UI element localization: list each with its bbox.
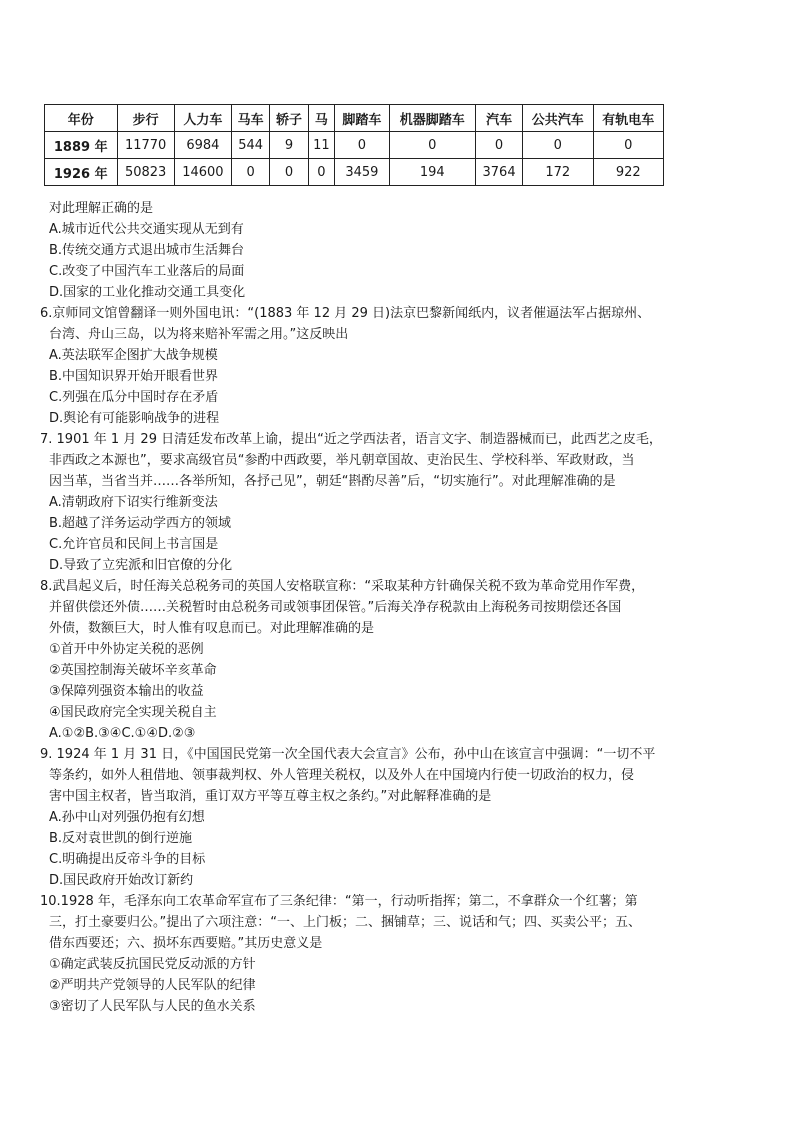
header-cell: 马	[308, 105, 335, 132]
question-8-line: 8.武昌起义后，时任海关总税务司的英国人安格联宣称：“采取某种方针确保关税不致为革命党用作军费，	[40, 579, 645, 594]
table-cell: 1889 年	[45, 132, 118, 159]
header-cell: 机器脚踏车	[389, 105, 475, 132]
option-d: D.舆论有可能影响战争的进程	[49, 411, 220, 426]
header-cell: 马车	[232, 105, 270, 132]
table-cell: 194	[389, 159, 475, 186]
question-9-line: 9. 1924 年 1 月 31 日，《中国国民党第一次全国代表大会宣言》公布，孙中山在该宣言中强调：“一切不平	[40, 747, 656, 762]
table-cell: 3459	[335, 159, 389, 186]
option-a: A.清朝政府下诏实行维新变法	[49, 495, 218, 510]
option-b: B.反对袁世凯的倒行逆施	[49, 831, 193, 846]
table-cell: 544	[232, 132, 270, 159]
question-stem: 对此理解正确的是	[49, 201, 154, 216]
statement-item: ①确定武装反抗国民党反动派的方针	[49, 957, 256, 972]
table-cell: 14600	[174, 159, 231, 186]
table-cell: 9	[270, 132, 308, 159]
table-cell: 0	[523, 132, 593, 159]
header-cell: 公共汽车	[523, 105, 593, 132]
table-cell: 0	[389, 132, 475, 159]
option-b: B.传统交通方式退出城市生活舞台	[49, 243, 245, 258]
question-6-line: 6.京师同文馆曾翻译一则外国电讯：“(1883 年 12 月 29 日)法京巴黎新闻纸内，议者催逼法军占据琼州、	[40, 306, 651, 321]
option-b: B.中国知识界开始开眼看世界	[49, 369, 219, 384]
question-7-line: 因当革，当省当并……各举所知，各抒己见”，朝廷“斟酌尽善”后，“切实施行”。对此理解准确的是	[49, 474, 616, 489]
answer-choices: A.①②B.③④C.①④D.②③	[49, 726, 196, 741]
option-b: B.超越了洋务运动学西方的领域	[49, 516, 232, 531]
question-9-line: 等条约，如外人租借地、领事裁判权、外人管理关税权，以及外人在中国境内行使一切政治的权力，侵	[49, 768, 635, 783]
option-c: C.改变了中国汽车工业落后的局面	[49, 264, 245, 279]
table-cell: 0	[270, 159, 308, 186]
table-header-row	[45, 105, 664, 132]
table-cell: 1926 年	[45, 159, 118, 186]
table-cell: 0	[232, 159, 270, 186]
table-cell: 0	[308, 159, 335, 186]
table-cell: 0	[593, 132, 664, 159]
table-cell: 50823	[117, 159, 174, 186]
question-8-line: 并留供偿还外债……关税暂时由总税务司或领事团保管。”后海关净存税款由上海税务司按期偿还各国	[49, 600, 622, 615]
statement-item: ②严明共产党领导的人民军队的纪律	[49, 978, 256, 993]
question-9-line: 害中国主权者，皆当取消，重订双方平等互尊主权之条约。”对此解释准确的是	[49, 789, 492, 804]
table-row	[45, 159, 664, 186]
table-cell: 172	[523, 159, 593, 186]
transport-table	[44, 104, 664, 186]
header-cell: 有轨电车	[593, 105, 664, 132]
table-row	[45, 132, 664, 159]
header-cell: 步行	[117, 105, 174, 132]
table-cell: 3764	[476, 159, 523, 186]
option-c: C.明确提出反帝斗争的目标	[49, 852, 206, 867]
table-cell: 11	[308, 132, 335, 159]
question-7-line: 7. 1901 年 1 月 29 日清廷发布改革上谕，提出“近之学西法者，语言文字、制造器械而已，此西艺之皮毛，	[40, 432, 662, 447]
question-7-line: 非西政之本源也”，要求高级官员“参酌中西政要，举凡朝章国故、吏治民生、学校科举、军政财政，当	[49, 453, 635, 468]
header-cell: 轿子	[270, 105, 308, 132]
table-cell: 6984	[174, 132, 231, 159]
option-c: C.允许官员和民间上书言国是	[49, 537, 219, 552]
table-cell: 0	[476, 132, 523, 159]
table-cell: 922	[593, 159, 664, 186]
option-a: A.英法联军企图扩大战争规模	[49, 348, 218, 363]
option-a: A.城市近代公共交通实现从无到有	[49, 222, 244, 237]
statement-item: ①首开中外协定关税的恶例	[49, 642, 204, 657]
header-cell: 人力车	[174, 105, 231, 132]
question-8-line: 外债，数额巨大，时人惟有叹息而已。对此理解准确的是	[49, 621, 375, 636]
table-cell: 11770	[117, 132, 174, 159]
header-cell: 脚踏车	[335, 105, 389, 132]
header-cell: 汽车	[476, 105, 523, 132]
statement-item: ④国民政府完全实现关税自主	[49, 705, 217, 720]
question-6-line: 台湾、舟山三岛，以为将来赔补军需之用。”这反映出	[49, 327, 349, 342]
question-10-line: 三，打土豪要归公。”提出了六项注意：“一、上门板；二、捆铺草；三、说话和气；四、买卖公平；五、	[49, 915, 641, 930]
question-10-line: 借东西要还；六、损坏东西要赔。”其历史意义是	[49, 936, 323, 951]
table-cell: 0	[335, 132, 389, 159]
option-d: D.国民政府开始改订新约	[49, 873, 194, 888]
statement-item: ②英国控制海关破坏辛亥革命	[49, 663, 217, 678]
option-d: D.导致了立宪派和旧官僚的分化	[49, 558, 233, 573]
option-d: D.国家的工业化推动交通工具变化	[49, 285, 246, 300]
question-10-line: 10.1928 年，毛泽东向工农革命军宣布了三条纪律：“第一，行动听指挥；第二，不拿群众一个红薯；第	[40, 894, 638, 909]
statement-item: ③保障列强资本输出的收益	[49, 684, 204, 699]
header-cell: 年份	[45, 105, 118, 132]
option-a: A.孙中山对列强仍抱有幻想	[49, 810, 205, 825]
statement-item: ③密切了人民军队与人民的鱼水关系	[49, 999, 256, 1014]
question-content	[40, 198, 690, 1017]
option-c: C.列强在瓜分中国时存在矛盾	[49, 390, 219, 405]
